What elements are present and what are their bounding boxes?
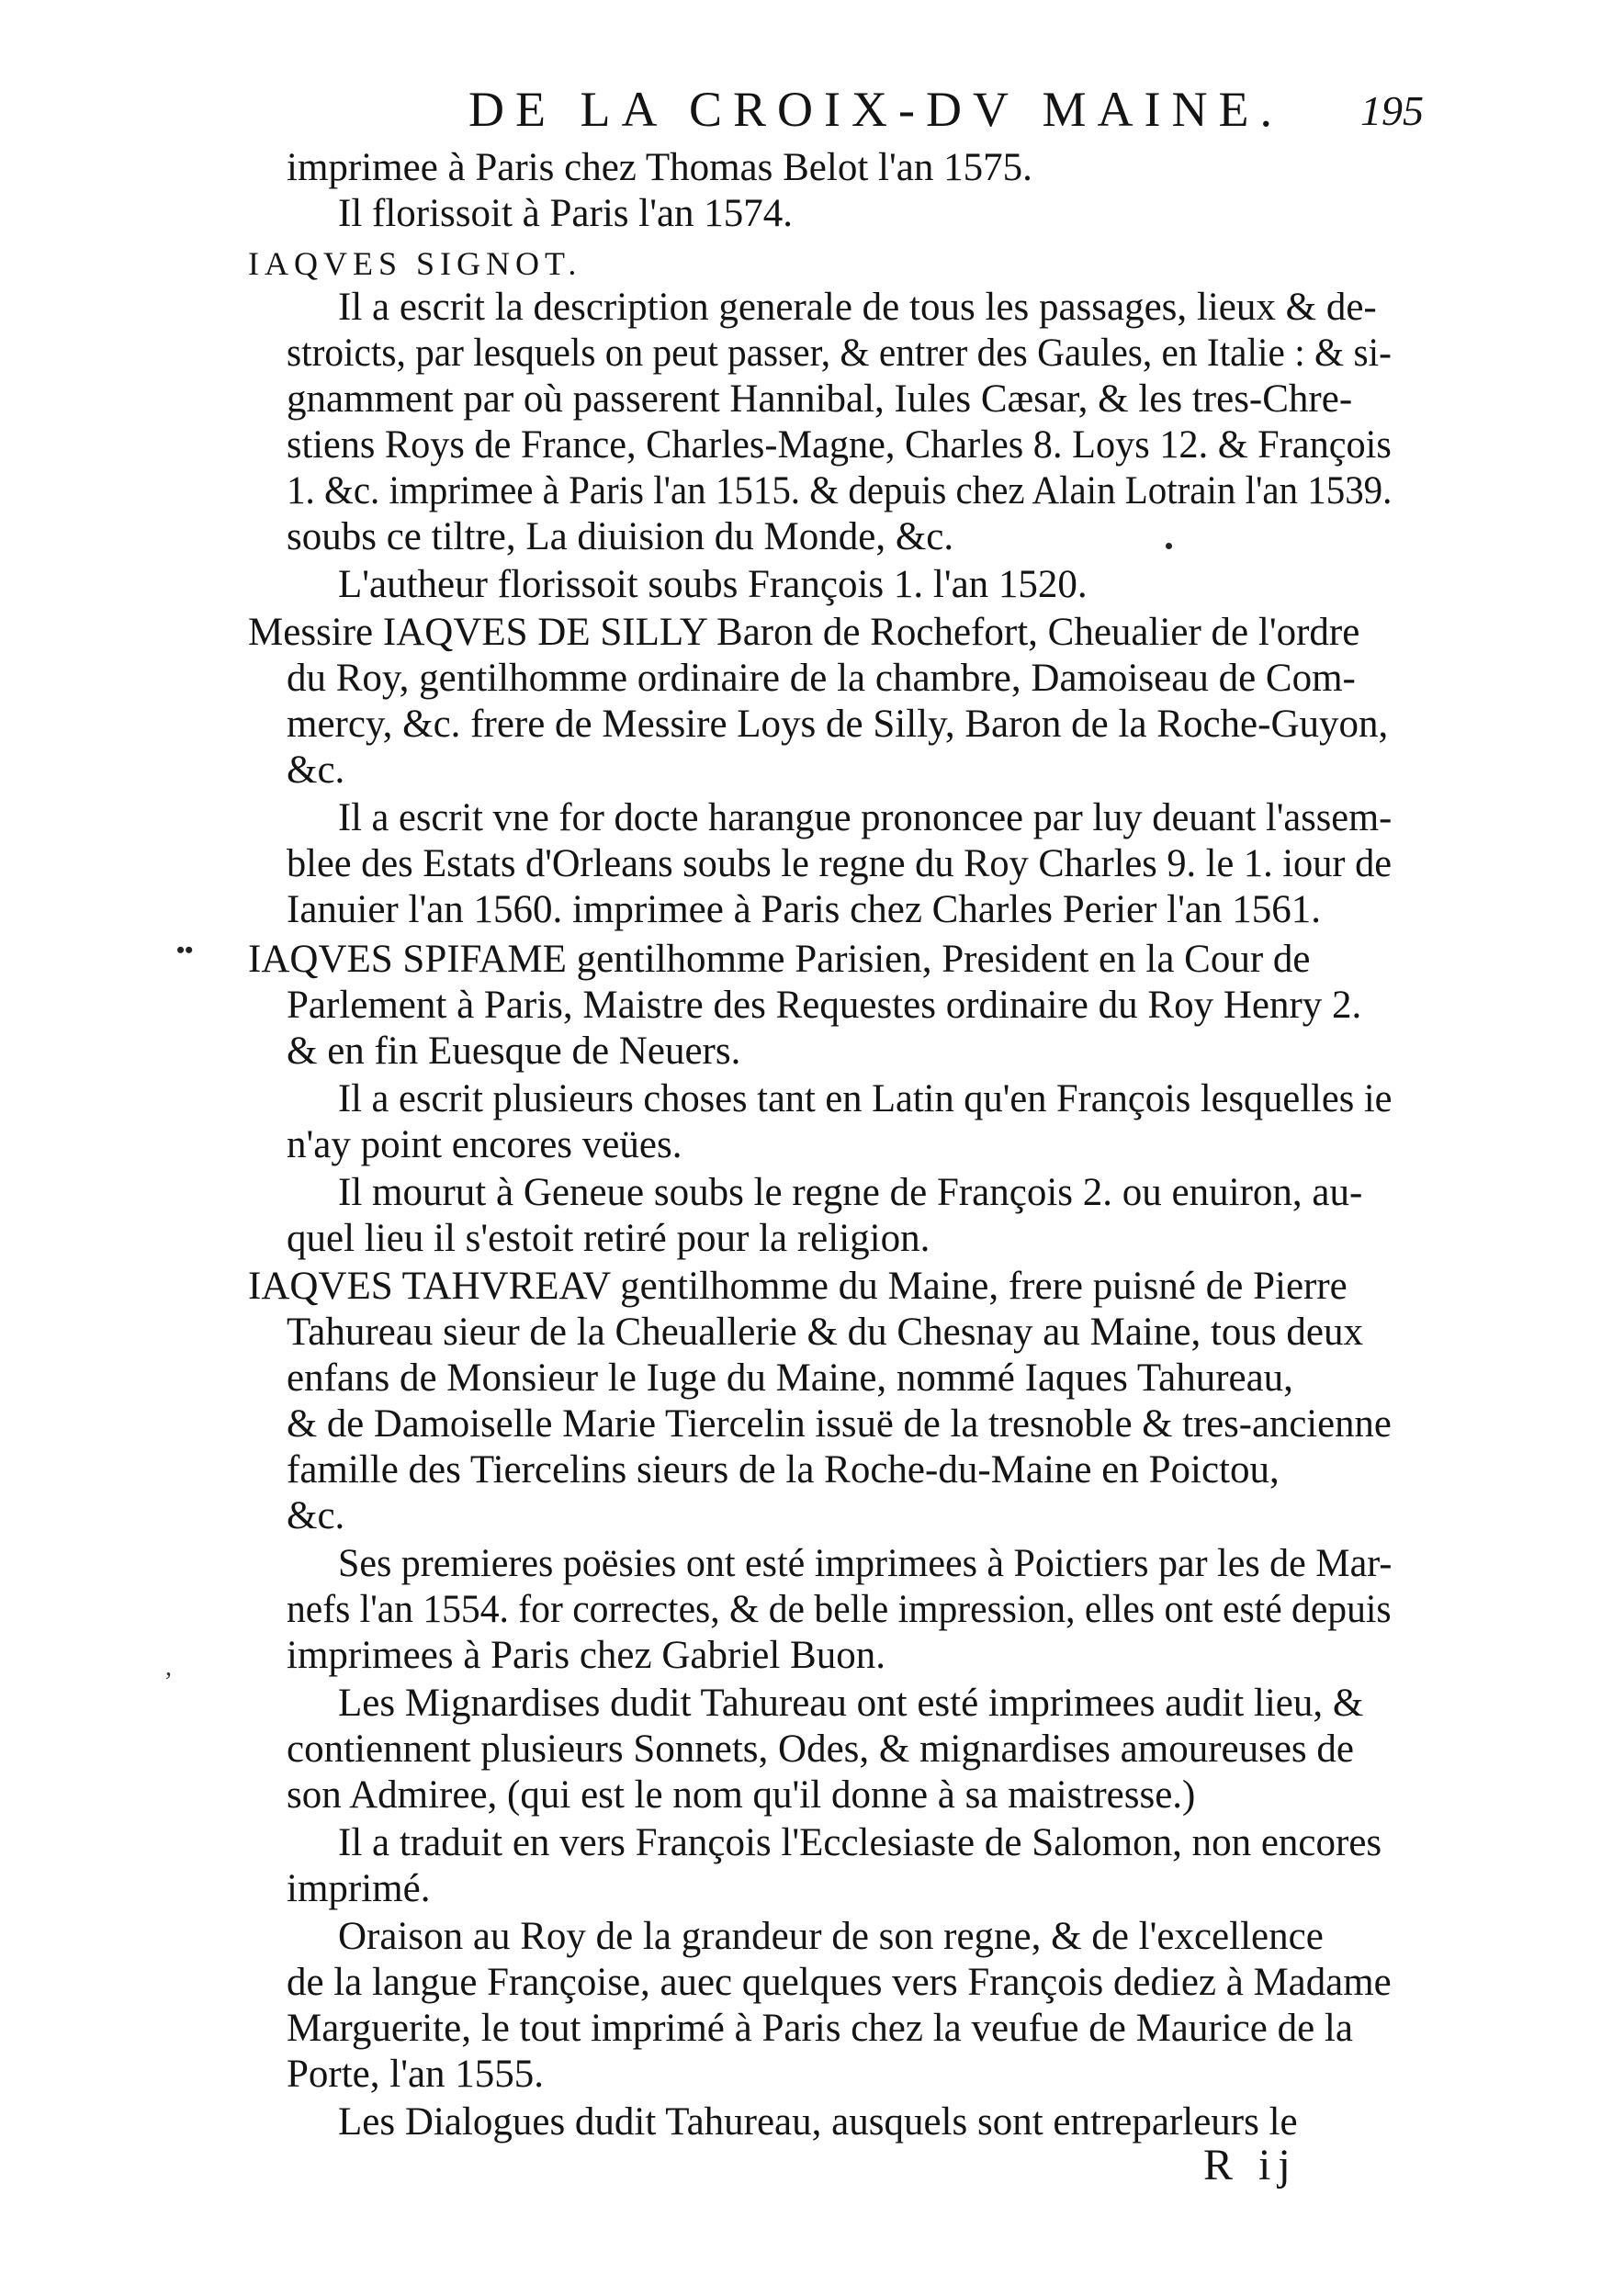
text-line: Il a escrit vne for docte harangue prononcee par luy deuant l'assem-	[338, 796, 1393, 839]
ink-dot	[1166, 543, 1172, 549]
text-line: de la langue Françoise, auec quelques vers François dediez à Madame	[287, 1961, 1392, 2004]
text-line: &c.	[287, 748, 345, 792]
text-line: 1. &c. imprimee à Paris l'an 1515. & depuis chez Alain Lotrain l'an 1539.	[287, 469, 1393, 512]
text-line: & de Damoiselle Marie Tiercelin issuë de la tresnoble & tres-ancienne	[287, 1402, 1392, 1446]
text-line: Les Dialogues dudit Tahureau, ausquels sont entreparleurs le	[338, 2100, 1298, 2144]
entry-heading: IAQVES TAHVREAV gentilhomme du Maine, frere puisné de Pierre	[248, 1265, 1348, 1308]
signature-mark: R ij	[1203, 2141, 1298, 2189]
text-line: nefs l'an 1554. for correctes, & de belle impression, elles ont esté depuis	[287, 1588, 1392, 1631]
text-line: Porte, l'an 1555.	[287, 2053, 545, 2096]
margin-mark: ••	[176, 937, 194, 963]
ink-mark: ,	[165, 1653, 172, 1682]
text-line: quel lieu il s'estoit retiré pour la religion.	[287, 1217, 930, 1260]
text-line: Ses premieres poësies ont esté imprimees à Poictiers par les de Mar-	[338, 1542, 1393, 1585]
text-line: Tahureau sieur de la Cheuallerie & du Chesnay au Maine, tous deux	[287, 1311, 1363, 1354]
text-line: L'autheur florissoit soubs François 1. l'an 1520.	[338, 563, 1088, 606]
text-line: Il mourut à Geneue soubs le regne de François 2. ou enuiron, au-	[338, 1171, 1363, 1214]
text-line: mercy, &c. frere de Messire Loys de Silly, Baron de la Roche-Guyon,	[287, 703, 1389, 746]
text-line: Il a escrit la description generale de tous les passages, lieux & de-	[338, 286, 1377, 329]
text-line: stiens Roys de France, Charles-Magne, Charles 8. Loys 12. & François	[287, 423, 1392, 467]
text-line: enfans de Monsieur le Iuge du Maine, nommé Iaques Tahureau,	[287, 1356, 1293, 1400]
running-title: DE LA CROIX-DV MAINE.	[468, 82, 1283, 137]
text-line: Il florissoit à Paris l'an 1574.	[338, 192, 794, 235]
text-line: Les Mignardises dudit Tahureau ont esté imprimees audit lieu, &	[338, 1682, 1364, 1725]
text-line: imprimees à Paris chez Gabriel Buon.	[287, 1634, 885, 1677]
page-number: 195	[1360, 87, 1424, 134]
text-line: son Admiree, (qui est le nom qu'il donne à sa maistresse.)	[287, 1773, 1196, 1817]
text-line: soubs ce tiltre, La diuision du Monde, &c.	[287, 515, 954, 558]
text-line: imprimé.	[287, 1867, 431, 1910]
text-line: Parlement à Paris, Maistre des Requestes ordinaire du Roy Henry 2.	[287, 984, 1362, 1027]
text-line: famille des Tiercelins sieurs de la Roche-du-Maine en Poictou,	[287, 1448, 1280, 1491]
text-line: gnamment par où passerent Hannibal, Iules Cæsar, & les tres-Chre-	[287, 377, 1353, 421]
text-line: Oraison au Roy de la grandeur de son regne, & de l'excellence	[338, 1915, 1324, 1958]
text-line: du Roy, gentilhomme ordinaire de la chambre, Damoiseau de Com-	[287, 657, 1356, 700]
text-line: &c.	[287, 1494, 345, 1537]
text-line: stroicts, par lesquels on peut passer, & entrer des Gaules, en Italie : & si-	[287, 332, 1392, 375]
text-line: contiennent plusieurs Sonnets, Odes, & mignardises amoureuses de	[287, 1728, 1354, 1771]
text-line: Marguerite, le tout imprimé à Paris chez la veufue de Maurice de la	[287, 2007, 1353, 2050]
text-line: & en fin Euesque de Neuers.	[287, 1030, 741, 1073]
text-line: n'ay point encores veües.	[287, 1123, 682, 1166]
text-line: imprimee à Paris chez Thomas Belot l'an 1575.	[287, 146, 1032, 189]
running-head	[248, 81, 1424, 145]
text-line: Il a traduit en vers François l'Ecclesiaste de Salomon, non encores	[338, 1821, 1382, 1864]
entry-heading: IAQVES SIGNOT.	[248, 245, 582, 282]
entry-heading: Messire IAQVES DE SILLY Baron de Rochefort, Cheualier de l'ordre	[248, 611, 1360, 654]
text-line: Ianuier l'an 1560. imprimee à Paris chez Charles Perier l'an 1561.	[287, 888, 1321, 931]
text-line: blee des Estats d'Orleans soubs le regne du Roy Charles 9. le 1. iour de	[287, 842, 1393, 885]
entry-heading: IAQVES SPIFAME gentilhomme Parisien, President en la Cour de	[248, 938, 1311, 981]
text-line: Il a escrit plusieurs choses tant en Latin qu'en François lesquelles ie	[338, 1077, 1393, 1120]
